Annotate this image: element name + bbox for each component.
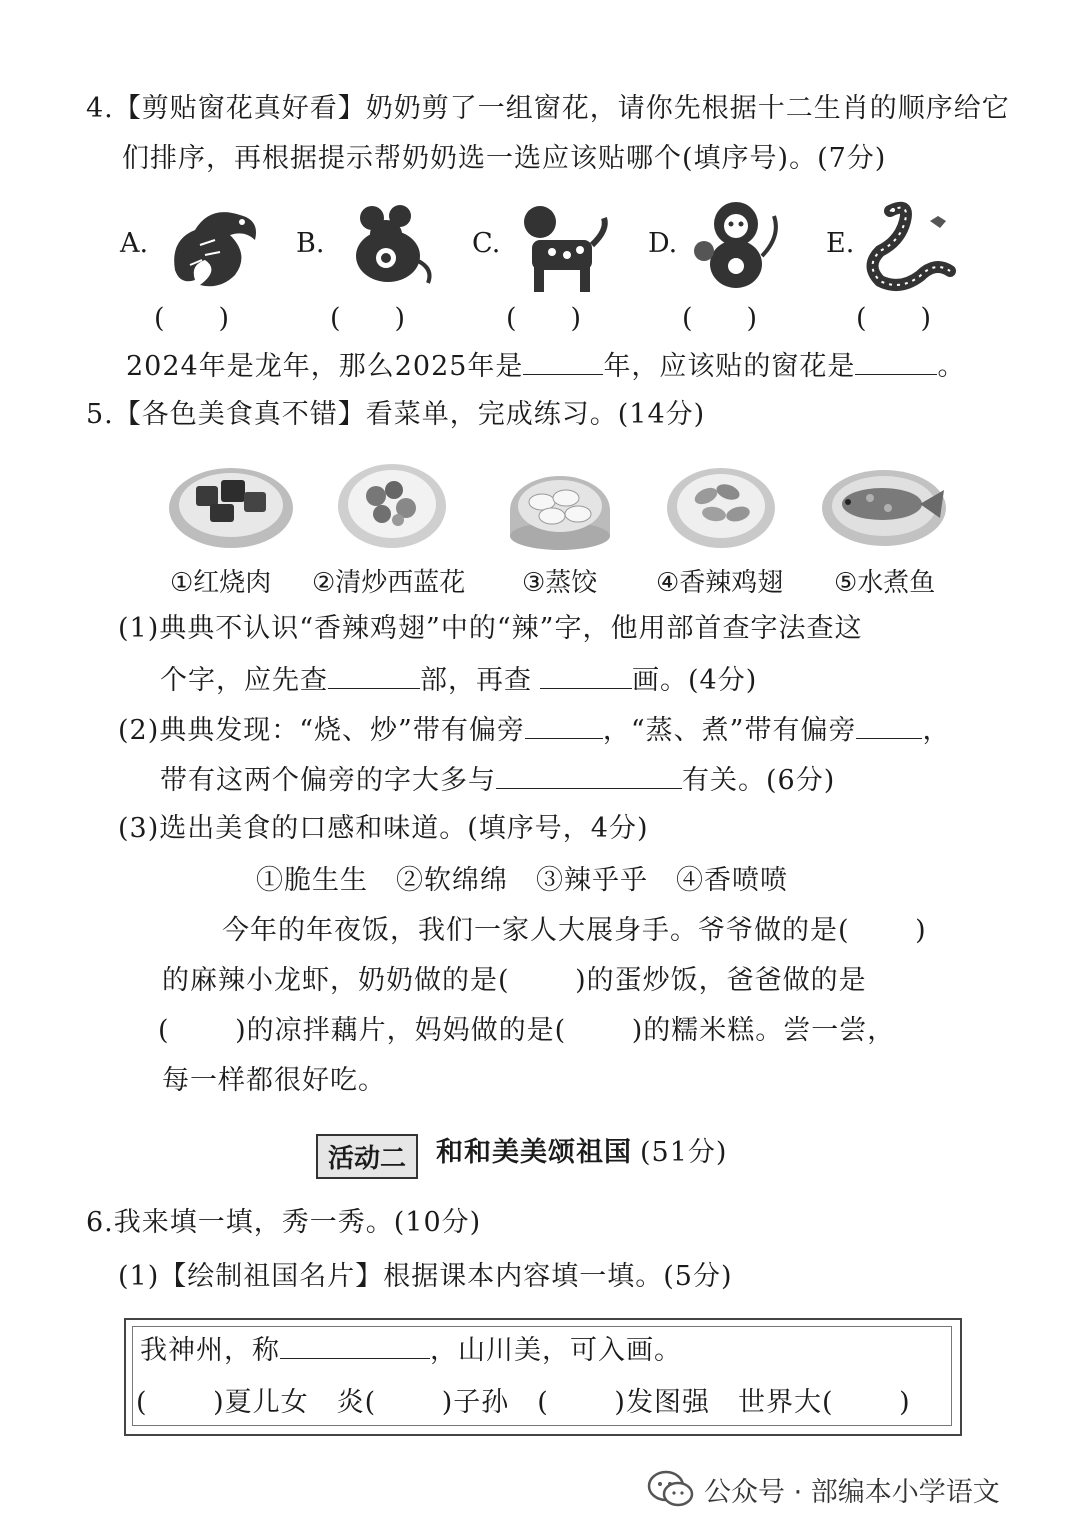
q5-p2-line1b: ，“蒸、煮”带有偏旁 — [602, 715, 857, 746]
rat-papercut-icon — [336, 198, 436, 293]
box-line1b: ，山川美，可入画。 — [430, 1335, 682, 1366]
box-line2: ( )夏儿女 炎( )子孙 ( )发图强 世界大( ) — [136, 1387, 911, 1418]
q5-para-line3: ( )的凉拌藕片，妈妈做的是( )的糯米糕。尝一尝， — [158, 1015, 896, 1046]
q5-para-line2: 的麻辣小龙虾，奶奶做的是( )的蛋炒饭，爸爸做的是 — [162, 965, 867, 996]
dish-label-5: ⑤水煮鱼 — [834, 568, 936, 598]
dragon-papercut-icon — [160, 200, 265, 295]
q5-p2-line1c: ， — [922, 715, 951, 746]
option-a-letter: A. — [120, 228, 149, 259]
q5-p1-line1: (1)典典不认识“香辣鸡翅”中的“辣”字，他用部首查字法查这 — [118, 613, 863, 644]
broccoli-dish-icon — [336, 458, 448, 550]
radical-blank[interactable] — [328, 662, 420, 689]
q5-p2-line2 — [160, 762, 835, 798]
answer-paren-b[interactable]: ( ) — [330, 303, 406, 334]
radical-fire-blank[interactable] — [525, 712, 603, 739]
stroke-count-blank[interactable] — [540, 662, 632, 689]
option-b-letter: B. — [296, 228, 325, 259]
q4-sentence — [126, 348, 965, 384]
dumplings-dish-icon — [508, 460, 612, 552]
chicken-wings-dish-icon — [666, 460, 776, 552]
boiled-fish-dish-icon — [818, 458, 952, 550]
dog-papercut-icon — [512, 200, 612, 295]
q5-p1-line2 — [160, 662, 757, 698]
snake-papercut-icon — [860, 196, 960, 294]
q5-title: 5.【各色美食真不错】看菜单，完成练习。(14分) — [86, 399, 706, 430]
q5-p1-line2a: 个字，应先查 — [160, 665, 328, 696]
q5-p2-line2a: 带有这两个偏旁的字大多与 — [160, 765, 496, 796]
q5-para-line4: 每一样都很好吃。 — [162, 1065, 386, 1096]
answer-paren-e[interactable]: ( ) — [856, 303, 932, 334]
option-d-letter: D. — [648, 228, 678, 259]
related-meaning-blank[interactable] — [496, 762, 682, 789]
q5-p1-line2c: 画。(4分) — [632, 665, 758, 696]
answer-paren-c[interactable]: ( ) — [506, 303, 582, 334]
option-e-letter: E. — [826, 228, 855, 259]
q6-p1: (1)【绘制祖国名片】根据课本内容填一填。(5分) — [118, 1261, 733, 1292]
wechat-logo-icon — [646, 1470, 696, 1508]
q4-sentence-a: 2024年是龙年，那么2025年是 — [126, 351, 524, 382]
radical-dots-blank[interactable] — [856, 712, 922, 739]
activity-title: 和和美美颂祖国 — [436, 1137, 632, 1168]
q4-line1: 4.【剪贴窗花真好看】奶奶剪了一组窗花，请你先根据十二生肖的顺序给它 — [86, 93, 1010, 124]
box-line1a: 我神州，称 — [140, 1335, 280, 1366]
china-name-blank[interactable] — [280, 1332, 430, 1359]
q6-title: 6.我来填一填，秀一秀。(10分) — [86, 1207, 482, 1238]
dish-label-2: ②清炒西蓝花 — [312, 568, 466, 598]
box-line1 — [140, 1332, 682, 1368]
q5-p1-line2b: 部，再查 — [420, 665, 532, 696]
q4-sentence-c: 。 — [937, 351, 966, 382]
q5-p2-line1 — [118, 712, 950, 748]
monkey-papercut-icon — [686, 196, 786, 294]
dish-label-1: ①红烧肉 — [170, 568, 272, 598]
q5-p3-options: ①脆生生 ②软绵绵 ③辣乎乎 ④香喷喷 — [256, 865, 788, 896]
activity-score: (51分) — [640, 1137, 728, 1168]
braised-pork-dish-icon — [166, 458, 296, 550]
dish-label-4: ④香辣鸡翅 — [656, 568, 784, 598]
q5-p2-line1a: (2)典典发现：“烧、炒”带有偏旁 — [118, 715, 525, 746]
q5-para-line1: 今年的年夜饭，我们一家人大展身手。爷爷做的是( ) — [222, 915, 927, 946]
q5-p2-line2b: 有关。(6分) — [682, 765, 836, 796]
zodiac-year-blank[interactable] — [523, 348, 603, 375]
activity-tag: 活动二 — [316, 1134, 418, 1179]
q5-p3-title: (3)选出美食的口感和味道。(填序号，4分) — [118, 813, 649, 844]
q4-sentence-b: 年，应该贴的窗花是 — [603, 351, 856, 382]
q4-line2: 们排序，再根据提示帮奶奶选一选应该贴哪个(填序号)。(7分) — [122, 143, 887, 174]
watermark-text: 公众号 · 部编本小学语文 — [704, 1477, 1000, 1508]
answer-paren-d[interactable]: ( ) — [682, 303, 758, 334]
dish-label-3: ③蒸饺 — [522, 568, 598, 598]
answer-paren-a[interactable]: ( ) — [154, 303, 230, 334]
option-c-letter: C. — [472, 228, 501, 259]
papercut-choice-blank[interactable] — [855, 348, 937, 375]
